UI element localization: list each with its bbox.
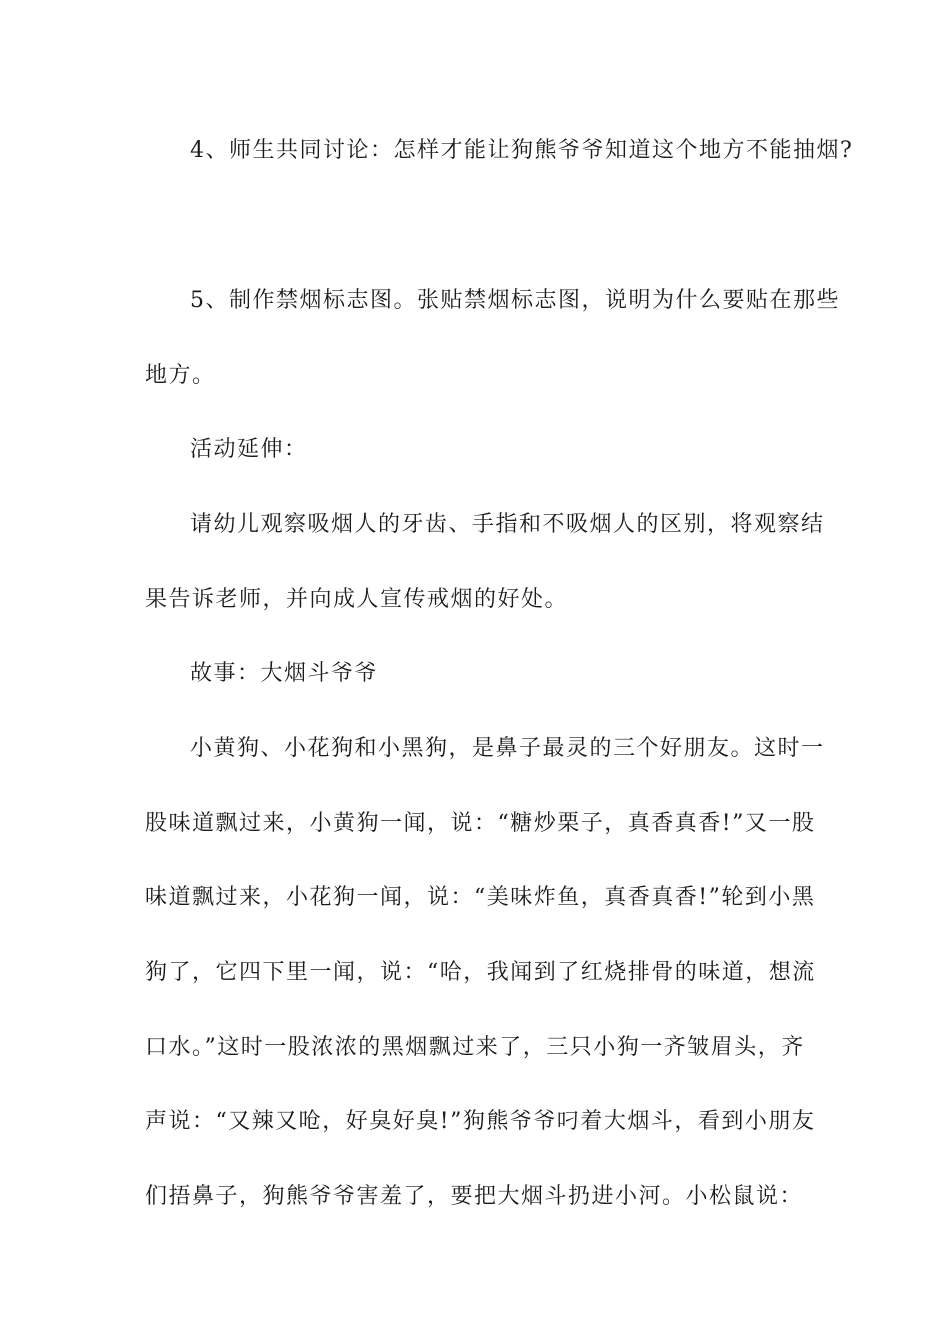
paragraph-extension-line-2: 果告诉老师，并向成人宣传戒烟的好处。: [145, 587, 569, 612]
paragraph-step-5-line-1: 5、制作禁烟标志图。张贴禁烟标志图，说明为什么要贴在那些: [190, 288, 840, 313]
paragraph-step-5-line-2: 地方。: [145, 363, 216, 388]
section-heading-activity-extension: 活动延伸：: [190, 437, 308, 462]
story-line-4: 狗了，它四下里一闻，说：“哈，我闻到了红烧排骨的味道，想流: [145, 960, 816, 985]
paragraph-step-4: 4、师生共同讨论：怎样才能让狗熊爷爷知道这个地方不能抽烟?: [190, 138, 854, 163]
story-line-7: 们捂鼻子，狗熊爷爷害羞了，要把大烟斗扔进小河。小松鼠说：: [145, 1184, 804, 1209]
story-line-2: 股味道飘过来，小黄狗一闻，说：“糖炒栗子，真香真香!”又一股: [145, 811, 816, 836]
story-line-3: 味道飘过来，小花狗一闻，说：“美味炸鱼，真香真香!”轮到小黑: [145, 885, 816, 910]
story-line-1: 小黄狗、小花狗和小黑狗，是鼻子最灵的三个好朋友。这时一: [190, 736, 825, 761]
story-line-6: 声说：“又辣又呛，好臭好臭!”狗熊爷爷叼着大烟斗，看到小朋友: [145, 1109, 816, 1134]
section-heading-story: 故事：大烟斗爷爷: [190, 661, 379, 686]
paragraph-extension-line-1: 请幼儿观察吸烟人的牙齿、手指和不吸烟人的区别，将观察结: [190, 512, 825, 537]
story-line-5: 口水。”这时一股浓浓的黑烟飘过来了，三只小狗一齐皱眉头，齐: [145, 1035, 805, 1060]
